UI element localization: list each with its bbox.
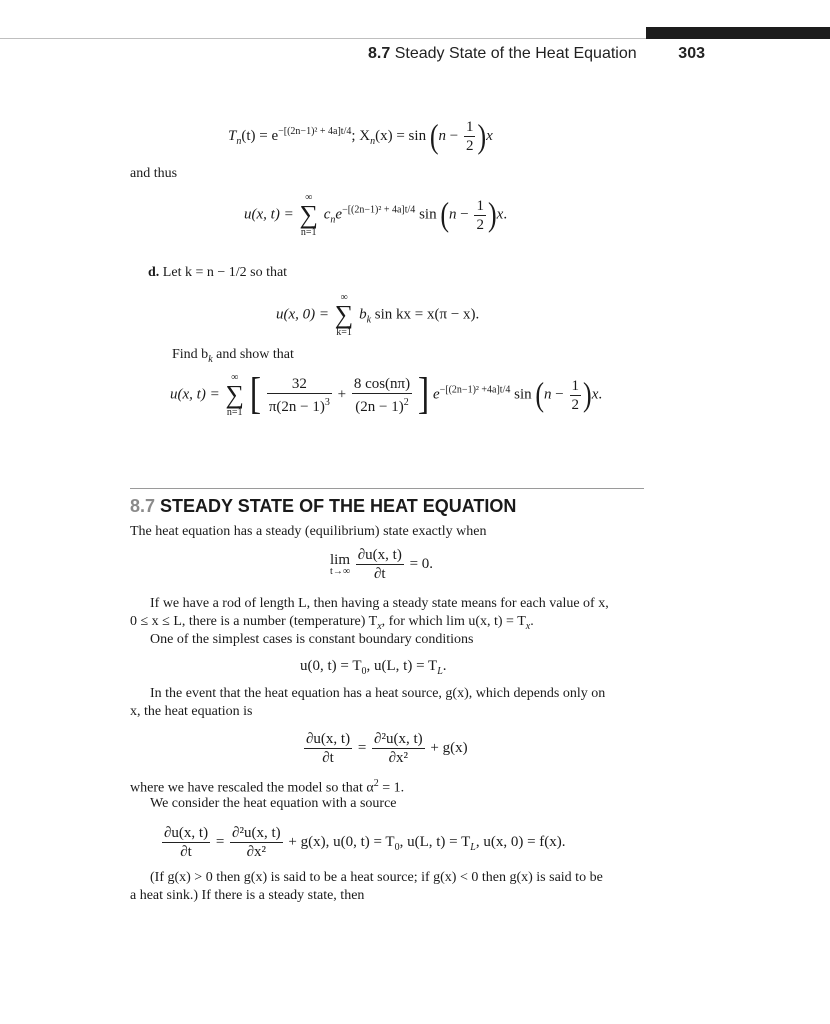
section-rule: [130, 488, 644, 489]
text-rescaled: where we have rescaled the model so that $\alpha^2 = 1$.: [130, 778, 405, 796]
running-head-title: Steady State of the Heat Equation: [394, 45, 637, 62]
text-and-thus: and thus: [130, 166, 178, 181]
text-intro: The heat equation has a steady (equilibrium) state exactly when: [130, 524, 487, 539]
equation-steady-limit: lim t→∞ $\frac{\partial u(x, t)}{\partial t}$ = 0.: [330, 547, 434, 582]
equation-boundary: u(0, $t) = T_0$, u(L, $t) = T_L$.: [300, 658, 447, 677]
part-d-label: d.: [148, 265, 160, 280]
text-sink-line2: a heat sink.) If there is a steady state, then: [130, 888, 365, 903]
text-consider: We consider the heat equation with a source: [150, 796, 397, 811]
text-rod-line1: If we have a rod of length L, then having a steady state means for each value of x,: [150, 596, 609, 611]
part-d-text: Let k = n − 1/2 so that: [162, 265, 288, 280]
equation-u-sum: u(x, t) = ∞ ∑ n=1 $c_ne^{-[(2n-1)^2 + 4a]t/4}$ sin (n − $\frac{1}{2}$ )x.: [244, 192, 508, 238]
text-rod-line3: One of the simplest cases is constant boundary conditions: [150, 632, 474, 647]
equation-heat-source: $\frac{\partial u(x, t)}{\partial t}$ = $\frac{\text{∂²u(x, t)}}{\text{∂x²}}$ + g(x): [306, 731, 468, 766]
equation-full-problem: $\frac{\partial u(x, t)}{\partial t}$ = $\frac{\text{∂²u(x, t)}}{\text{∂x²}}$ + g(x), u(0, $t) = T_0$, u(L, $t) = T_L$, u(x, 0) = f(x).: [164, 825, 566, 860]
section-heading: 8.7 STEADY STATE OF THE HEAT EQUATION: [130, 496, 517, 516]
part-d: [148, 265, 287, 281]
text-rod-line2: 0 ≤ x ≤ L, there is a number (temperature) $T_x$, for which lim u(x, $t) = T_x$.: [130, 614, 534, 632]
equation-u-zero: u(x, 0) = ∞ ∑ k=1 $b_k$ sin kx = x(π − x).: [276, 292, 480, 338]
text-source-line2: x, the heat equation is: [130, 704, 253, 719]
page-number: 303: [678, 45, 705, 62]
top-bar: [0, 0, 830, 40]
running-head: [368, 45, 713, 67]
running-head-section: 8.7: [368, 45, 391, 62]
top-black-block: [646, 27, 830, 39]
equation-tn-xn: $T_n(t) = e^{-[(2n-1)^2 + 4a]t/4}$; $X_n(x) = \sin (n$ − $\frac{1}{2}$ )x: [228, 117, 493, 155]
text-source-line1: In the event that the heat equation has a heat source, g(x), which depends only on: [150, 686, 606, 701]
text-sink-line1: (If g(x) > 0 then g(x) is said to be a heat source; if g(x) < 0 then g(x) is said to be: [150, 870, 603, 885]
equation-final-series: u(x, t) = ∞ ∑ n=1 [ $\frac{32}{\pi(2n - 1)^3}$ + $\frac{8 \cos(n\pi)}{(2n - 1)^2}$ ] $e^{-[(2n-1)^2 +4a]t/4}$ sin (n − $\frac{1}{2}$ )x.: [170, 370, 603, 419]
text-find-bk: Find $b_k$ and show that: [172, 347, 294, 365]
